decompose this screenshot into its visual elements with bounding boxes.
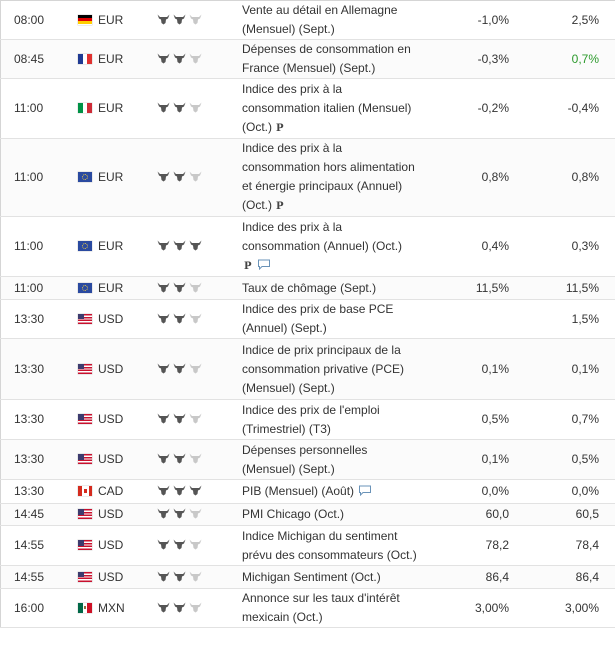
event-name-line: Taux de chômage (Sept.)	[242, 280, 377, 295]
event-forecast: 0,0%	[513, 480, 615, 504]
event-title[interactable]	[242, 1, 440, 40]
event-time: 11:00	[1, 139, 79, 217]
event-time: 14:45	[1, 504, 79, 526]
event-time: 08:45	[1, 40, 79, 79]
mexico-flag	[78, 603, 92, 613]
event-row[interactable]	[1, 40, 615, 79]
event-importance	[157, 566, 242, 589]
event-name-line: PMI Chicago (Oct.)	[242, 507, 345, 521]
event-title[interactable]	[242, 277, 440, 300]
event-importance	[157, 400, 242, 440]
event-title[interactable]	[242, 440, 440, 480]
event-forecast: 60,5	[513, 504, 615, 526]
event-row[interactable]	[1, 339, 615, 400]
event-time: 14:55	[1, 526, 79, 566]
importance-bull-icon	[173, 508, 186, 519]
event-row[interactable]	[1, 400, 615, 440]
event-time: 11:00	[1, 277, 79, 300]
event-actual	[440, 300, 513, 339]
event-importance	[157, 440, 242, 480]
event-row[interactable]	[1, 217, 615, 277]
currency-code: CAD	[98, 484, 124, 498]
importance-bull-icon	[173, 313, 186, 324]
event-currency	[78, 277, 157, 300]
event-name-line: Indice des prix de base PCE	[242, 302, 394, 316]
event-name-line: (Mensuel) (Sept.)	[242, 380, 335, 395]
currency-code: EUR	[98, 12, 124, 27]
event-time: 11:00	[1, 217, 79, 277]
importance-bull-icon	[189, 313, 202, 324]
event-actual: 0,1%	[440, 440, 513, 480]
importance-bull-icon	[157, 485, 170, 496]
currency-code: USD	[98, 452, 124, 466]
currency-code: USD	[98, 538, 124, 552]
event-forecast: 78,4	[513, 526, 615, 566]
us-flag	[78, 509, 92, 519]
us-flag	[78, 364, 92, 374]
importance-bull-icon	[157, 413, 170, 424]
event-time: 13:30	[1, 440, 79, 480]
event-importance	[157, 40, 242, 79]
event-currency	[78, 300, 157, 339]
event-time: 08:00	[1, 1, 79, 40]
event-name-line: France (Mensuel) (Sept.)	[242, 61, 376, 75]
event-forecast: 3,00%	[513, 589, 615, 628]
event-row[interactable]	[1, 79, 615, 139]
germany-flag	[78, 15, 92, 25]
currency-code: EUR	[98, 170, 124, 184]
currency-code: USD	[98, 507, 124, 521]
eu-flag	[78, 241, 92, 251]
event-title[interactable]	[242, 40, 440, 79]
svg-text:P: P	[276, 201, 284, 210]
event-name-line: Indice des prix à la	[242, 141, 343, 155]
preliminary-icon[interactable]	[244, 257, 253, 276]
importance-bull-icon	[157, 53, 170, 64]
italy-flag	[78, 103, 92, 113]
event-importance	[157, 277, 242, 300]
event-name-line: consommation italien (Mensuel)	[242, 100, 412, 115]
event-name-line: Indice des prix à la	[242, 219, 343, 234]
calendar-rows	[1, 1, 615, 628]
event-name-line: Indice de prix principaux de la	[242, 342, 401, 357]
us-flag	[78, 414, 92, 424]
importance-bull-icon	[189, 282, 202, 293]
event-currency	[78, 217, 157, 277]
importance-bull-icon	[173, 363, 186, 374]
event-currency	[78, 504, 157, 526]
importance-bull-icon	[157, 539, 170, 550]
importance-bull-icon	[157, 282, 170, 293]
event-title[interactable]	[242, 400, 440, 440]
event-title[interactable]	[242, 217, 440, 277]
importance-bull-icon	[173, 413, 186, 424]
event-time: 13:30	[1, 480, 79, 504]
event-actual: 0,4%	[440, 217, 513, 277]
event-actual: -0,3%	[440, 40, 513, 79]
event-name-line: prévu des consommateurs (Oct.)	[242, 547, 417, 562]
event-forecast: 0,3%	[513, 217, 615, 277]
event-time: 13:30	[1, 339, 79, 400]
event-name-line: Vente au détail en Allemagne	[242, 3, 398, 17]
event-name-line: Michigan Sentiment (Oct.)	[242, 569, 381, 584]
importance-bull-icon	[189, 571, 202, 582]
event-name-line: Indice des prix à la	[242, 81, 343, 96]
us-flag	[78, 454, 92, 464]
currency-code: EUR	[98, 239, 124, 253]
event-name-line: Indice des prix de l'emploi	[242, 402, 380, 417]
importance-bull-icon	[189, 413, 202, 424]
importance-bull-icon	[157, 571, 170, 582]
event-importance	[157, 300, 242, 339]
preliminary-icon[interactable]	[276, 119, 285, 138]
event-importance	[157, 526, 242, 566]
preliminary-icon[interactable]	[276, 197, 285, 216]
event-name-line: PIB (Mensuel) (Août)	[242, 483, 355, 498]
currency-code: MXN	[98, 600, 125, 615]
event-actual: 0,8%	[440, 139, 513, 217]
us-flag	[78, 572, 92, 582]
event-name-line: consommation hors alimentation	[242, 160, 415, 174]
event-actual: 86,4	[440, 566, 513, 589]
event-time: 14:55	[1, 566, 79, 589]
importance-bull-icon	[157, 453, 170, 464]
importance-bull-icon	[189, 53, 202, 64]
event-name-line: (Oct.)	[242, 198, 272, 212]
importance-bull-icon	[189, 14, 202, 25]
event-forecast: 0,1%	[513, 339, 615, 400]
importance-bull-icon	[157, 602, 170, 613]
event-forecast: 0,8%	[513, 139, 615, 217]
event-name-line: (Oct.)	[242, 119, 272, 134]
event-actual: 0,1%	[440, 339, 513, 400]
currency-code: USD	[98, 569, 124, 584]
importance-bull-icon	[173, 282, 186, 293]
importance-bull-icon	[173, 102, 186, 113]
event-title[interactable]	[242, 79, 440, 139]
event-row[interactable]	[1, 139, 615, 217]
event-forecast: 0,7%	[513, 40, 615, 79]
event-time: 13:30	[1, 300, 79, 339]
importance-bull-icon	[173, 571, 186, 582]
event-actual: 11,5%	[440, 277, 513, 300]
importance-bull-icon	[173, 602, 186, 613]
currency-code: USD	[98, 361, 124, 376]
event-row[interactable]	[1, 504, 615, 526]
event-title[interactable]	[242, 139, 440, 217]
event-importance	[157, 217, 242, 277]
event-title[interactable]	[242, 300, 440, 339]
event-currency	[78, 339, 157, 400]
importance-bull-icon	[189, 240, 202, 251]
event-actual: 3,00%	[440, 589, 513, 628]
event-importance	[157, 504, 242, 526]
event-currency	[78, 400, 157, 440]
event-actual: 78,2	[440, 526, 513, 566]
currency-code: USD	[98, 412, 124, 426]
event-importance	[157, 139, 242, 217]
event-actual: 0,0%	[440, 480, 513, 504]
event-currency	[78, 526, 157, 566]
event-name-line: mexicain (Oct.)	[242, 610, 323, 624]
importance-bull-icon	[157, 14, 170, 25]
event-title[interactable]	[242, 566, 440, 589]
importance-bull-icon	[173, 53, 186, 64]
event-title[interactable]	[242, 589, 440, 628]
event-name-line: Annonce sur les taux d'intérêt	[242, 591, 400, 605]
event-forecast: 11,5%	[513, 277, 615, 300]
event-row[interactable]	[1, 526, 615, 566]
comment-icon[interactable]	[358, 483, 372, 502]
svg-text:P: P	[244, 260, 252, 270]
currency-code: EUR	[98, 51, 124, 66]
importance-bull-icon	[189, 539, 202, 550]
us-flag	[78, 314, 92, 324]
event-row[interactable]	[1, 566, 615, 589]
event-currency	[78, 79, 157, 139]
importance-bull-icon	[189, 102, 202, 113]
importance-bull-icon	[173, 14, 186, 25]
importance-bull-icon	[173, 240, 186, 251]
france-flag	[78, 54, 92, 64]
importance-bull-icon	[157, 171, 170, 182]
event-name-line: consommation (Annuel) (Oct.)	[242, 238, 403, 253]
importance-bull-icon	[189, 485, 202, 496]
currency-code: EUR	[98, 280, 124, 295]
importance-bull-icon	[173, 453, 186, 464]
us-flag	[78, 540, 92, 550]
event-importance	[157, 589, 242, 628]
event-name-line: Indice Michigan du sentiment	[242, 528, 398, 543]
importance-bull-icon	[173, 539, 186, 550]
event-name-line: (Trimestriel) (T3)	[242, 421, 331, 436]
event-title[interactable]	[242, 480, 440, 504]
importance-bull-icon	[157, 102, 170, 113]
importance-bull-icon	[189, 171, 202, 182]
importance-bull-icon	[157, 240, 170, 251]
importance-bull-icon	[189, 453, 202, 464]
event-currency	[78, 40, 157, 79]
event-forecast: -0,4%	[513, 79, 615, 139]
event-row[interactable]	[1, 277, 615, 300]
event-row[interactable]	[1, 1, 615, 40]
event-actual: -1,0%	[440, 1, 513, 40]
importance-bull-icon	[173, 171, 186, 182]
event-time: 13:30	[1, 400, 79, 440]
canada-flag	[78, 486, 92, 496]
event-name-line: consommation privative (PCE)	[242, 361, 405, 376]
event-title[interactable]	[242, 339, 440, 400]
importance-bull-icon	[173, 485, 186, 496]
comment-icon[interactable]	[257, 257, 271, 276]
importance-bull-icon	[157, 508, 170, 519]
event-actual: 0,5%	[440, 400, 513, 440]
event-forecast: 0,5%	[513, 440, 615, 480]
eu-flag	[78, 283, 92, 293]
svg-text:P: P	[276, 122, 284, 132]
event-currency	[78, 480, 157, 504]
event-importance	[157, 79, 242, 139]
event-currency	[78, 589, 157, 628]
event-forecast: 1,5%	[513, 300, 615, 339]
importance-bull-icon	[189, 363, 202, 374]
event-title[interactable]	[242, 504, 440, 526]
event-name-line: et énergie principaux (Annuel)	[242, 179, 403, 193]
event-forecast: 0,7%	[513, 400, 615, 440]
event-name-line: (Annuel) (Sept.)	[242, 321, 327, 335]
event-row[interactable]	[1, 480, 615, 504]
event-name-line: (Mensuel) (Sept.)	[242, 461, 335, 476]
event-row[interactable]	[1, 300, 615, 339]
event-currency	[78, 139, 157, 217]
importance-bull-icon	[157, 313, 170, 324]
event-importance	[157, 1, 242, 40]
currency-code: USD	[98, 311, 124, 326]
event-actual: 60,0	[440, 504, 513, 526]
currency-code: EUR	[98, 101, 124, 115]
event-name-line: Dépenses personnelles	[242, 442, 368, 457]
event-time: 11:00	[1, 79, 79, 139]
event-title[interactable]	[242, 526, 440, 566]
event-row[interactable]	[1, 589, 615, 628]
importance-bull-icon	[189, 508, 202, 519]
event-currency	[78, 1, 157, 40]
event-actual: -0,2%	[440, 79, 513, 139]
event-importance	[157, 339, 242, 400]
event-name-line: (Mensuel) (Sept.)	[242, 22, 335, 36]
importance-bull-icon	[157, 363, 170, 374]
event-name-line: Dépenses de consommation en	[242, 42, 411, 56]
event-importance	[157, 480, 242, 504]
event-time: 16:00	[1, 589, 79, 628]
event-row[interactable]	[1, 440, 615, 480]
importance-bull-icon	[189, 602, 202, 613]
event-currency	[78, 566, 157, 589]
event-currency	[78, 440, 157, 480]
event-forecast: 2,5%	[513, 1, 615, 40]
event-forecast: 86,4	[513, 566, 615, 589]
eu-flag	[78, 172, 92, 182]
